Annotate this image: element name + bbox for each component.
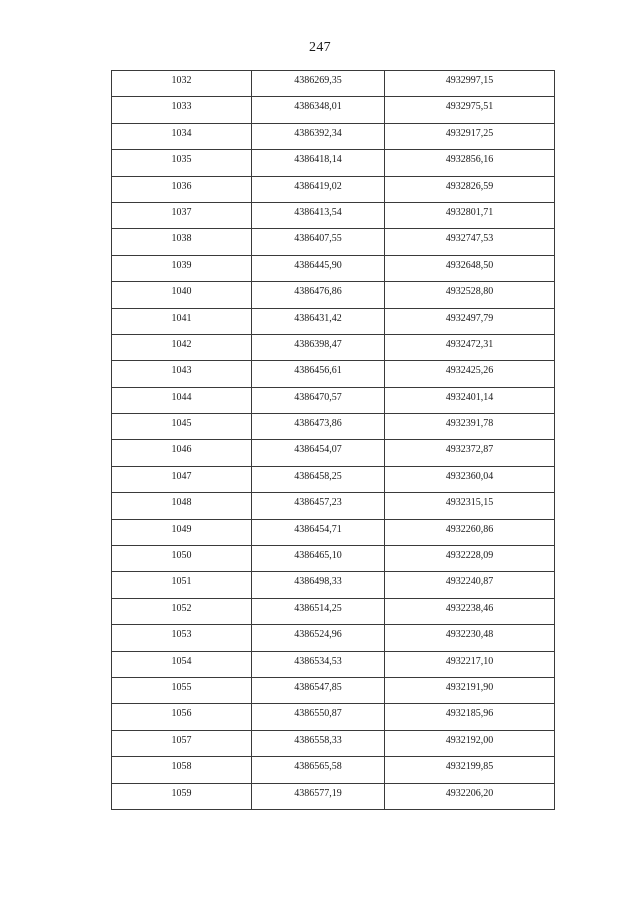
y-coordinate-cell: 4932206,20 <box>385 783 555 809</box>
x-coordinate-cell: 4386445,90 <box>252 255 385 281</box>
y-coordinate-cell: 4932372,87 <box>385 440 555 466</box>
x-coordinate-cell: 4386419,02 <box>252 176 385 202</box>
y-coordinate-cell: 4932185,96 <box>385 704 555 730</box>
point-number-cell: 1048 <box>112 493 252 519</box>
y-coordinate-cell: 4932747,53 <box>385 229 555 255</box>
table-row <box>112 546 555 572</box>
y-coordinate-cell: 4932997,15 <box>385 71 555 97</box>
x-coordinate-cell: 4386476,86 <box>252 282 385 308</box>
y-coordinate-cell: 4932497,79 <box>385 308 555 334</box>
point-number-cell: 1043 <box>112 361 252 387</box>
table-row <box>112 202 555 228</box>
y-coordinate-cell: 4932260,86 <box>385 519 555 545</box>
table-row <box>112 598 555 624</box>
point-number-cell: 1046 <box>112 440 252 466</box>
x-coordinate-cell: 4386514,25 <box>252 598 385 624</box>
y-coordinate-cell: 4932856,16 <box>385 150 555 176</box>
x-coordinate-cell: 4386458,25 <box>252 466 385 492</box>
x-coordinate-cell: 4386524,96 <box>252 625 385 651</box>
x-coordinate-cell: 4386470,57 <box>252 387 385 413</box>
x-coordinate-cell: 4386431,42 <box>252 308 385 334</box>
y-coordinate-cell: 4932472,31 <box>385 334 555 360</box>
y-coordinate-cell: 4932917,25 <box>385 123 555 149</box>
x-coordinate-cell: 4386547,85 <box>252 677 385 703</box>
y-coordinate-cell: 4932975,51 <box>385 97 555 123</box>
table-row <box>112 625 555 651</box>
x-coordinate-cell: 4386392,34 <box>252 123 385 149</box>
table-row <box>112 757 555 783</box>
point-number-cell: 1054 <box>112 651 252 677</box>
point-number-cell: 1053 <box>112 625 252 651</box>
x-coordinate-cell: 4386418,14 <box>252 150 385 176</box>
y-coordinate-cell: 4932192,00 <box>385 730 555 756</box>
point-number-cell: 1039 <box>112 255 252 281</box>
table-row <box>112 308 555 334</box>
point-number-cell: 1041 <box>112 308 252 334</box>
x-coordinate-cell: 4386465,10 <box>252 546 385 572</box>
x-coordinate-cell: 4386348,01 <box>252 97 385 123</box>
y-coordinate-cell: 4932826,59 <box>385 176 555 202</box>
y-coordinate-cell: 4932199,85 <box>385 757 555 783</box>
point-number-cell: 1049 <box>112 519 252 545</box>
point-number-cell: 1059 <box>112 783 252 809</box>
table-row <box>112 255 555 281</box>
x-coordinate-cell: 4386498,33 <box>252 572 385 598</box>
point-number-cell: 1056 <box>112 704 252 730</box>
x-coordinate-cell: 4386534,53 <box>252 651 385 677</box>
y-coordinate-cell: 4932315,15 <box>385 493 555 519</box>
table-row <box>112 783 555 809</box>
x-coordinate-cell: 4386456,61 <box>252 361 385 387</box>
table-row <box>112 361 555 387</box>
y-coordinate-cell: 4932425,26 <box>385 361 555 387</box>
y-coordinate-cell: 4932528,80 <box>385 282 555 308</box>
point-number-cell: 1058 <box>112 757 252 783</box>
table-row <box>112 651 555 677</box>
table-row <box>112 414 555 440</box>
y-coordinate-cell: 4932230,48 <box>385 625 555 651</box>
point-number-cell: 1052 <box>112 598 252 624</box>
point-number-cell: 1057 <box>112 730 252 756</box>
table-row <box>112 466 555 492</box>
y-coordinate-cell: 4932360,04 <box>385 466 555 492</box>
y-coordinate-cell: 4932228,09 <box>385 546 555 572</box>
point-number-cell: 1032 <box>112 71 252 97</box>
table-row <box>112 229 555 255</box>
point-number-cell: 1035 <box>112 150 252 176</box>
point-number-cell: 1044 <box>112 387 252 413</box>
table-row <box>112 282 555 308</box>
coordinates-table-body <box>112 71 555 810</box>
point-number-cell: 1038 <box>112 229 252 255</box>
x-coordinate-cell: 4386565,58 <box>252 757 385 783</box>
point-number-cell: 1042 <box>112 334 252 360</box>
y-coordinate-cell: 4932401,14 <box>385 387 555 413</box>
table-row <box>112 387 555 413</box>
point-number-cell: 1034 <box>112 123 252 149</box>
x-coordinate-cell: 4386398,47 <box>252 334 385 360</box>
point-number-cell: 1051 <box>112 572 252 598</box>
y-coordinate-cell: 4932240,87 <box>385 572 555 598</box>
table-row <box>112 704 555 730</box>
page-number: 247 <box>309 40 331 55</box>
point-number-cell: 1045 <box>112 414 252 440</box>
table-row <box>112 493 555 519</box>
table-row <box>112 440 555 466</box>
x-coordinate-cell: 4386473,86 <box>252 414 385 440</box>
y-coordinate-cell: 4932238,46 <box>385 598 555 624</box>
coordinates-table <box>111 70 555 810</box>
point-number-cell: 1050 <box>112 546 252 572</box>
x-coordinate-cell: 4386454,71 <box>252 519 385 545</box>
x-coordinate-cell: 4386407,55 <box>252 229 385 255</box>
x-coordinate-cell: 4386558,33 <box>252 730 385 756</box>
point-number-cell: 1037 <box>112 202 252 228</box>
y-coordinate-cell: 4932217,10 <box>385 651 555 677</box>
table-row <box>112 97 555 123</box>
table-row <box>112 176 555 202</box>
table-row <box>112 572 555 598</box>
table-row <box>112 71 555 97</box>
point-number-cell: 1047 <box>112 466 252 492</box>
table-row <box>112 677 555 703</box>
table-row <box>112 150 555 176</box>
x-coordinate-cell: 4386550,87 <box>252 704 385 730</box>
table-row <box>112 123 555 149</box>
y-coordinate-cell: 4932801,71 <box>385 202 555 228</box>
table-row <box>112 334 555 360</box>
table-row <box>112 730 555 756</box>
y-coordinate-cell: 4932391,78 <box>385 414 555 440</box>
x-coordinate-cell: 4386457,23 <box>252 493 385 519</box>
x-coordinate-cell: 4386413,54 <box>252 202 385 228</box>
y-coordinate-cell: 4932648,50 <box>385 255 555 281</box>
point-number-cell: 1036 <box>112 176 252 202</box>
y-coordinate-cell: 4932191,90 <box>385 677 555 703</box>
table-row <box>112 519 555 545</box>
x-coordinate-cell: 4386577,19 <box>252 783 385 809</box>
x-coordinate-cell: 4386454,07 <box>252 440 385 466</box>
point-number-cell: 1055 <box>112 677 252 703</box>
x-coordinate-cell: 4386269,35 <box>252 71 385 97</box>
point-number-cell: 1040 <box>112 282 252 308</box>
point-number-cell: 1033 <box>112 97 252 123</box>
